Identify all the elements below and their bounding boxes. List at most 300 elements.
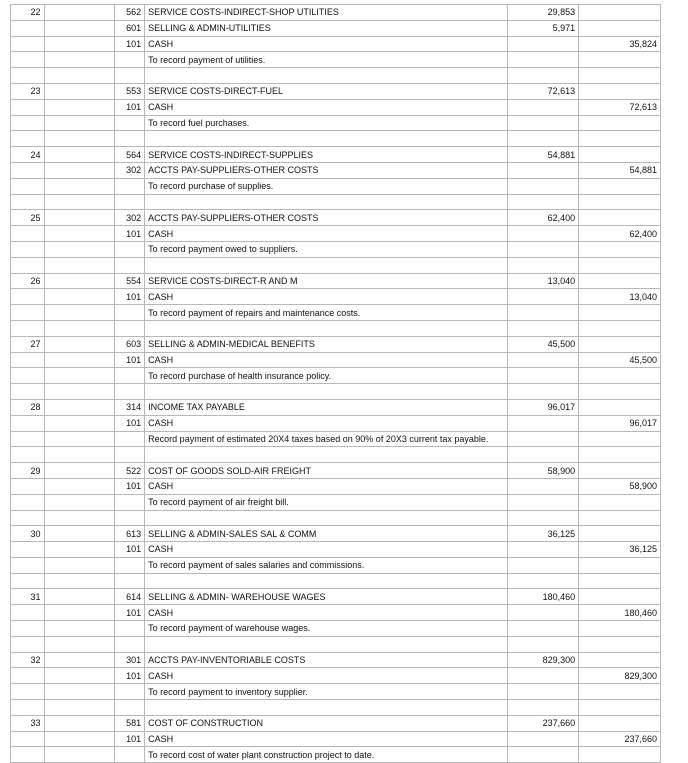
debit-amount[interactable]: 45,500 [507, 336, 578, 352]
blank-cell[interactable] [145, 131, 508, 147]
debit-amount[interactable] [507, 605, 578, 621]
account-number[interactable]: 101 [114, 289, 144, 305]
credit-amount[interactable]: 35,824 [579, 36, 661, 52]
credit-amount[interactable]: 36,125 [579, 542, 661, 558]
account-number[interactable]: 522 [114, 463, 144, 479]
entry-memo[interactable]: To record purchase of health insurance policy. [145, 368, 508, 384]
account-number[interactable]: 101 [114, 36, 144, 52]
entry-number[interactable]: 25 [11, 210, 45, 226]
credit-amount[interactable]: 829,300 [579, 668, 661, 684]
blank-cell[interactable] [44, 447, 114, 463]
debit-amount[interactable] [507, 289, 578, 305]
account-title[interactable]: SELLING & ADMIN- WAREHOUSE WAGES [145, 589, 508, 605]
debit-amount[interactable]: 96,017 [507, 399, 578, 415]
credit-amount[interactable] [579, 147, 661, 163]
entry-cell[interactable] [11, 226, 45, 242]
journal-memo-row [11, 368, 661, 384]
entry-number[interactable]: 32 [11, 652, 45, 668]
blank-cell[interactable] [11, 573, 45, 589]
blank-cell[interactable] [507, 621, 578, 637]
entry-memo[interactable]: To record payment of air freight bill. [145, 494, 508, 510]
debit-amount[interactable] [507, 36, 578, 52]
blank-cell[interactable] [44, 320, 114, 336]
blank-cell[interactable] [114, 573, 144, 589]
entry-cell[interactable] [11, 162, 45, 178]
blank-cell[interactable] [44, 99, 114, 115]
blank-cell[interactable] [11, 447, 45, 463]
blank-cell[interactable] [507, 115, 578, 131]
blank-cell[interactable] [579, 115, 661, 131]
credit-amount[interactable] [579, 526, 661, 542]
blank-cell[interactable] [44, 463, 114, 479]
credit-amount[interactable] [579, 5, 661, 21]
debit-amount[interactable] [507, 99, 578, 115]
blank-cell[interactable] [44, 399, 114, 415]
entry-memo[interactable]: To record payment owed to suppliers. [145, 241, 508, 257]
journal-line-row [11, 589, 661, 605]
blank-cell[interactable] [44, 194, 114, 210]
blank-cell[interactable] [114, 384, 144, 400]
credit-amount[interactable] [579, 20, 661, 36]
entry-cell[interactable] [11, 52, 45, 68]
blank-cell[interactable] [44, 257, 114, 273]
blank-cell[interactable] [44, 589, 114, 605]
entry-memo[interactable]: To record cost of water plant construction project to date. [145, 747, 508, 763]
account-title[interactable]: SERVICE COSTS-INDIRECT-SHOP UTILITIES [145, 5, 508, 21]
blank-cell[interactable] [44, 352, 114, 368]
debit-amount[interactable] [507, 478, 578, 494]
blank-cell[interactable] [44, 621, 114, 637]
debit-amount[interactable]: 13,040 [507, 273, 578, 289]
account-title[interactable]: ACCTS PAY-INVENTORIABLE COSTS [145, 652, 508, 668]
blank-cell[interactable] [507, 305, 578, 321]
blank-cell[interactable] [579, 494, 661, 510]
account-title[interactable]: SELLING & ADMIN-SALES SAL & COMM [145, 526, 508, 542]
blank-cell[interactable] [145, 510, 508, 526]
debit-amount[interactable] [507, 162, 578, 178]
entry-cell[interactable] [11, 352, 45, 368]
entry-number[interactable]: 24 [11, 147, 45, 163]
blank-cell[interactable] [507, 368, 578, 384]
credit-amount[interactable]: 62,400 [579, 226, 661, 242]
blank-cell[interactable] [114, 494, 144, 510]
entry-memo[interactable]: To record payment of utilities. [145, 52, 508, 68]
blank-cell[interactable] [11, 131, 45, 147]
account-title[interactable]: CASH [145, 36, 508, 52]
blank-cell[interactable] [579, 257, 661, 273]
entry-memo[interactable]: To record payment to inventory supplier. [145, 684, 508, 700]
blank-cell[interactable] [44, 305, 114, 321]
blank-cell[interactable] [114, 194, 144, 210]
blank-cell[interactable] [44, 605, 114, 621]
account-number[interactable]: 101 [114, 226, 144, 242]
blank-cell[interactable] [44, 226, 114, 242]
account-title[interactable]: SERVICE COSTS-DIRECT-FUEL [145, 83, 508, 99]
account-title[interactable]: CASH [145, 542, 508, 558]
entry-number[interactable]: 22 [11, 5, 45, 21]
debit-amount[interactable]: 5,971 [507, 20, 578, 36]
account-number[interactable]: 101 [114, 542, 144, 558]
entry-memo[interactable]: To record payment of warehouse wages. [145, 621, 508, 637]
blank-cell[interactable] [44, 557, 114, 573]
account-number[interactable]: 101 [114, 352, 144, 368]
entry-cell[interactable] [11, 557, 45, 573]
blank-cell[interactable] [114, 431, 144, 447]
blank-cell[interactable] [11, 194, 45, 210]
blank-cell[interactable] [11, 636, 45, 652]
blank-cell[interactable] [507, 700, 578, 716]
account-title[interactable]: CASH [145, 226, 508, 242]
blank-cell[interactable] [114, 52, 144, 68]
entry-cell[interactable] [11, 36, 45, 52]
blank-cell[interactable] [145, 320, 508, 336]
blank-cell[interactable] [507, 747, 578, 763]
blank-cell[interactable] [145, 636, 508, 652]
blank-cell[interactable] [44, 573, 114, 589]
credit-amount[interactable] [579, 83, 661, 99]
blank-cell[interactable] [44, 131, 114, 147]
blank-cell[interactable] [114, 684, 144, 700]
blank-cell[interactable] [44, 36, 114, 52]
journal-line-row [11, 463, 661, 479]
account-title[interactable]: COST OF CONSTRUCTION [145, 715, 508, 731]
debit-amount[interactable]: 72,613 [507, 83, 578, 99]
debit-amount[interactable]: 237,660 [507, 715, 578, 731]
blank-cell[interactable] [44, 526, 114, 542]
blank-cell[interactable] [579, 194, 661, 210]
entry-cell[interactable] [11, 415, 45, 431]
account-title[interactable]: CASH [145, 99, 508, 115]
account-number[interactable]: 564 [114, 147, 144, 163]
blank-cell[interactable] [44, 336, 114, 352]
credit-amount[interactable]: 237,660 [579, 731, 661, 747]
blank-cell[interactable] [44, 20, 114, 36]
blank-cell[interactable] [44, 747, 114, 763]
blank-cell[interactable] [114, 305, 144, 321]
blank-cell[interactable] [44, 210, 114, 226]
blank-cell[interactable] [114, 257, 144, 273]
entry-number[interactable]: 29 [11, 463, 45, 479]
blank-cell[interactable] [507, 447, 578, 463]
credit-amount[interactable] [579, 273, 661, 289]
blank-cell[interactable] [11, 320, 45, 336]
entry-memo[interactable]: To record fuel purchases. [145, 115, 508, 131]
account-title[interactable]: CASH [145, 352, 508, 368]
entry-cell[interactable] [11, 621, 45, 637]
credit-amount[interactable]: 45,500 [579, 352, 661, 368]
blank-cell[interactable] [44, 5, 114, 21]
debit-amount[interactable]: 180,460 [507, 589, 578, 605]
entry-cell[interactable] [11, 747, 45, 763]
blank-cell[interactable] [145, 68, 508, 84]
credit-amount[interactable]: 58,900 [579, 478, 661, 494]
blank-cell[interactable] [44, 415, 114, 431]
blank-cell[interactable] [145, 573, 508, 589]
blank-cell[interactable] [11, 384, 45, 400]
debit-amount[interactable]: 62,400 [507, 210, 578, 226]
blank-cell[interactable] [145, 194, 508, 210]
debit-amount[interactable] [507, 731, 578, 747]
debit-amount[interactable]: 29,853 [507, 5, 578, 21]
entry-cell[interactable] [11, 368, 45, 384]
credit-amount[interactable]: 72,613 [579, 99, 661, 115]
account-title[interactable]: SERVICE COSTS-DIRECT-R AND M [145, 273, 508, 289]
entry-number[interactable]: 28 [11, 399, 45, 415]
blank-cell[interactable] [44, 684, 114, 700]
blank-cell[interactable] [11, 68, 45, 84]
blank-cell[interactable] [507, 131, 578, 147]
blank-cell[interactable] [44, 68, 114, 84]
account-title[interactable]: CASH [145, 289, 508, 305]
account-number[interactable]: 101 [114, 99, 144, 115]
entry-cell[interactable] [11, 115, 45, 131]
account-number[interactable]: 301 [114, 652, 144, 668]
blank-cell[interactable] [145, 384, 508, 400]
blank-cell[interactable] [44, 668, 114, 684]
account-number[interactable]: 101 [114, 605, 144, 621]
blank-cell[interactable] [579, 320, 661, 336]
entry-cell[interactable] [11, 684, 45, 700]
blank-cell[interactable] [44, 636, 114, 652]
blank-cell[interactable] [507, 384, 578, 400]
entry-number[interactable]: 27 [11, 336, 45, 352]
blank-cell[interactable] [507, 557, 578, 573]
blank-cell[interactable] [579, 700, 661, 716]
blank-cell[interactable] [579, 52, 661, 68]
blank-cell[interactable] [44, 241, 114, 257]
entry-cell[interactable] [11, 542, 45, 558]
account-title[interactable]: ACCTS PAY-SUPPLIERS-OTHER COSTS [145, 162, 508, 178]
blank-cell[interactable] [44, 542, 114, 558]
credit-amount[interactable] [579, 715, 661, 731]
account-title[interactable]: INCOME TAX PAYABLE [145, 399, 508, 415]
blank-cell[interactable] [44, 384, 114, 400]
blank-cell[interactable] [44, 510, 114, 526]
blank-cell[interactable] [44, 652, 114, 668]
blank-cell[interactable] [579, 573, 661, 589]
blank-cell[interactable] [114, 557, 144, 573]
entry-number[interactable]: 33 [11, 715, 45, 731]
blank-cell[interactable] [44, 273, 114, 289]
entry-cell[interactable] [11, 731, 45, 747]
blank-cell[interactable] [579, 305, 661, 321]
blank-cell[interactable] [579, 431, 661, 447]
blank-cell[interactable] [44, 147, 114, 163]
blank-cell[interactable] [579, 368, 661, 384]
debit-amount[interactable] [507, 542, 578, 558]
entry-cell[interactable] [11, 20, 45, 36]
blank-cell[interactable] [44, 162, 114, 178]
blank-cell[interactable] [114, 320, 144, 336]
credit-amount[interactable] [579, 589, 661, 605]
account-title[interactable]: CASH [145, 731, 508, 747]
account-number[interactable]: 101 [114, 668, 144, 684]
blank-cell[interactable] [579, 241, 661, 257]
account-title[interactable]: CASH [145, 478, 508, 494]
blank-cell[interactable] [507, 241, 578, 257]
credit-amount[interactable]: 54,881 [579, 162, 661, 178]
account-number[interactable]: 101 [114, 415, 144, 431]
account-number[interactable]: 601 [114, 20, 144, 36]
blank-cell[interactable] [507, 431, 578, 447]
blank-cell[interactable] [114, 700, 144, 716]
blank-cell[interactable] [507, 68, 578, 84]
blank-cell[interactable] [579, 447, 661, 463]
account-number[interactable]: 553 [114, 83, 144, 99]
blank-cell[interactable] [579, 131, 661, 147]
debit-amount[interactable] [507, 668, 578, 684]
entry-number[interactable]: 26 [11, 273, 45, 289]
blank-cell[interactable] [507, 178, 578, 194]
account-title[interactable]: SELLING & ADMIN-UTILITIES [145, 20, 508, 36]
entry-number[interactable]: 30 [11, 526, 45, 542]
entry-cell[interactable] [11, 289, 45, 305]
credit-amount[interactable] [579, 210, 661, 226]
account-title[interactable]: COST OF GOODS SOLD-AIR FREIGHT [145, 463, 508, 479]
blank-cell[interactable] [44, 731, 114, 747]
blank-cell[interactable] [114, 510, 144, 526]
credit-amount[interactable]: 96,017 [579, 415, 661, 431]
blank-cell[interactable] [114, 68, 144, 84]
blank-cell[interactable] [114, 636, 144, 652]
blank-cell[interactable] [507, 194, 578, 210]
entry-cell[interactable] [11, 605, 45, 621]
blank-cell[interactable] [114, 115, 144, 131]
account-title[interactable]: CASH [145, 415, 508, 431]
debit-amount[interactable] [507, 226, 578, 242]
blank-cell[interactable] [11, 700, 45, 716]
credit-amount[interactable]: 13,040 [579, 289, 661, 305]
journal-line-row [11, 352, 661, 368]
account-number[interactable]: 302 [114, 162, 144, 178]
blank-cell[interactable] [579, 68, 661, 84]
blank-cell[interactable] [44, 715, 114, 731]
entry-memo[interactable]: Record payment of estimated 20X4 taxes based on 90% of 20X3 current tax payable. [145, 431, 508, 447]
account-number[interactable]: 562 [114, 5, 144, 21]
blank-cell[interactable] [114, 131, 144, 147]
entry-memo[interactable]: To record payment of sales salaries and commissions. [145, 557, 508, 573]
entry-cell[interactable] [11, 178, 45, 194]
entry-number[interactable]: 31 [11, 589, 45, 605]
blank-row [11, 68, 661, 84]
account-number[interactable]: 554 [114, 273, 144, 289]
blank-cell[interactable] [44, 368, 114, 384]
entry-cell[interactable] [11, 241, 45, 257]
blank-cell[interactable] [579, 178, 661, 194]
account-number[interactable]: 101 [114, 731, 144, 747]
blank-cell[interactable] [507, 636, 578, 652]
entry-memo[interactable]: To record payment of repairs and maintenance costs. [145, 305, 508, 321]
journal-line-row [11, 478, 661, 494]
blank-cell[interactable] [145, 700, 508, 716]
journal-memo-row [11, 241, 661, 257]
account-title[interactable]: SELLING & ADMIN-MEDICAL BENEFITS [145, 336, 508, 352]
debit-amount[interactable] [507, 415, 578, 431]
blank-cell[interactable] [44, 431, 114, 447]
credit-amount[interactable] [579, 336, 661, 352]
entry-cell[interactable] [11, 305, 45, 321]
blank-cell[interactable] [507, 52, 578, 68]
blank-cell[interactable] [44, 178, 114, 194]
blank-cell[interactable] [44, 478, 114, 494]
blank-cell[interactable] [114, 621, 144, 637]
entry-memo[interactable]: To record purchase of supplies. [145, 178, 508, 194]
debit-amount[interactable]: 54,881 [507, 147, 578, 163]
account-number[interactable]: 314 [114, 399, 144, 415]
account-title[interactable]: ACCTS PAY-SUPPLIERS-OTHER COSTS [145, 210, 508, 226]
credit-amount[interactable] [579, 652, 661, 668]
journal-line-row [11, 226, 661, 242]
journal-memo-row [11, 178, 661, 194]
account-number[interactable]: 603 [114, 336, 144, 352]
account-title[interactable]: CASH [145, 668, 508, 684]
blank-cell[interactable] [579, 684, 661, 700]
blank-cell[interactable] [579, 747, 661, 763]
blank-cell[interactable] [507, 257, 578, 273]
journal-line-row [11, 415, 661, 431]
blank-cell[interactable] [579, 384, 661, 400]
debit-amount[interactable] [507, 352, 578, 368]
credit-amount[interactable]: 180,460 [579, 605, 661, 621]
blank-cell[interactable] [44, 115, 114, 131]
blank-cell[interactable] [507, 573, 578, 589]
blank-cell[interactable] [507, 494, 578, 510]
blank-cell[interactable] [44, 289, 114, 305]
blank-cell[interactable] [11, 510, 45, 526]
journal-table [10, 4, 661, 763]
debit-amount[interactable]: 58,900 [507, 463, 578, 479]
blank-cell[interactable] [145, 257, 508, 273]
blank-cell[interactable] [114, 241, 144, 257]
blank-cell[interactable] [507, 684, 578, 700]
account-number[interactable]: 581 [114, 715, 144, 731]
entry-number[interactable]: 23 [11, 83, 45, 99]
blank-cell[interactable] [579, 510, 661, 526]
entry-cell[interactable] [11, 668, 45, 684]
entry-cell[interactable] [11, 478, 45, 494]
blank-cell[interactable] [114, 447, 144, 463]
account-title[interactable]: CASH [145, 605, 508, 621]
account-number[interactable]: 302 [114, 210, 144, 226]
account-number[interactable]: 613 [114, 526, 144, 542]
blank-cell[interactable] [579, 557, 661, 573]
account-number[interactable]: 614 [114, 589, 144, 605]
debit-amount[interactable]: 829,300 [507, 652, 578, 668]
blank-cell[interactable] [11, 257, 45, 273]
blank-cell[interactable] [44, 700, 114, 716]
entry-cell[interactable] [11, 431, 45, 447]
account-title[interactable]: SERVICE COSTS-INDIRECT-SUPPLIES [145, 147, 508, 163]
blank-cell[interactable] [579, 636, 661, 652]
blank-cell[interactable] [114, 368, 144, 384]
credit-amount[interactable] [579, 399, 661, 415]
blank-cell[interactable] [507, 510, 578, 526]
blank-cell[interactable] [44, 494, 114, 510]
blank-cell[interactable] [507, 320, 578, 336]
blank-cell[interactable] [44, 52, 114, 68]
credit-amount[interactable] [579, 463, 661, 479]
debit-amount[interactable]: 36,125 [507, 526, 578, 542]
blank-cell[interactable] [114, 178, 144, 194]
entry-cell[interactable] [11, 494, 45, 510]
blank-cell[interactable] [44, 83, 114, 99]
blank-cell[interactable] [579, 621, 661, 637]
entry-cell[interactable] [11, 99, 45, 115]
journal-line-row [11, 162, 661, 178]
account-number[interactable]: 101 [114, 478, 144, 494]
blank-cell[interactable] [114, 747, 144, 763]
blank-cell[interactable] [145, 447, 508, 463]
